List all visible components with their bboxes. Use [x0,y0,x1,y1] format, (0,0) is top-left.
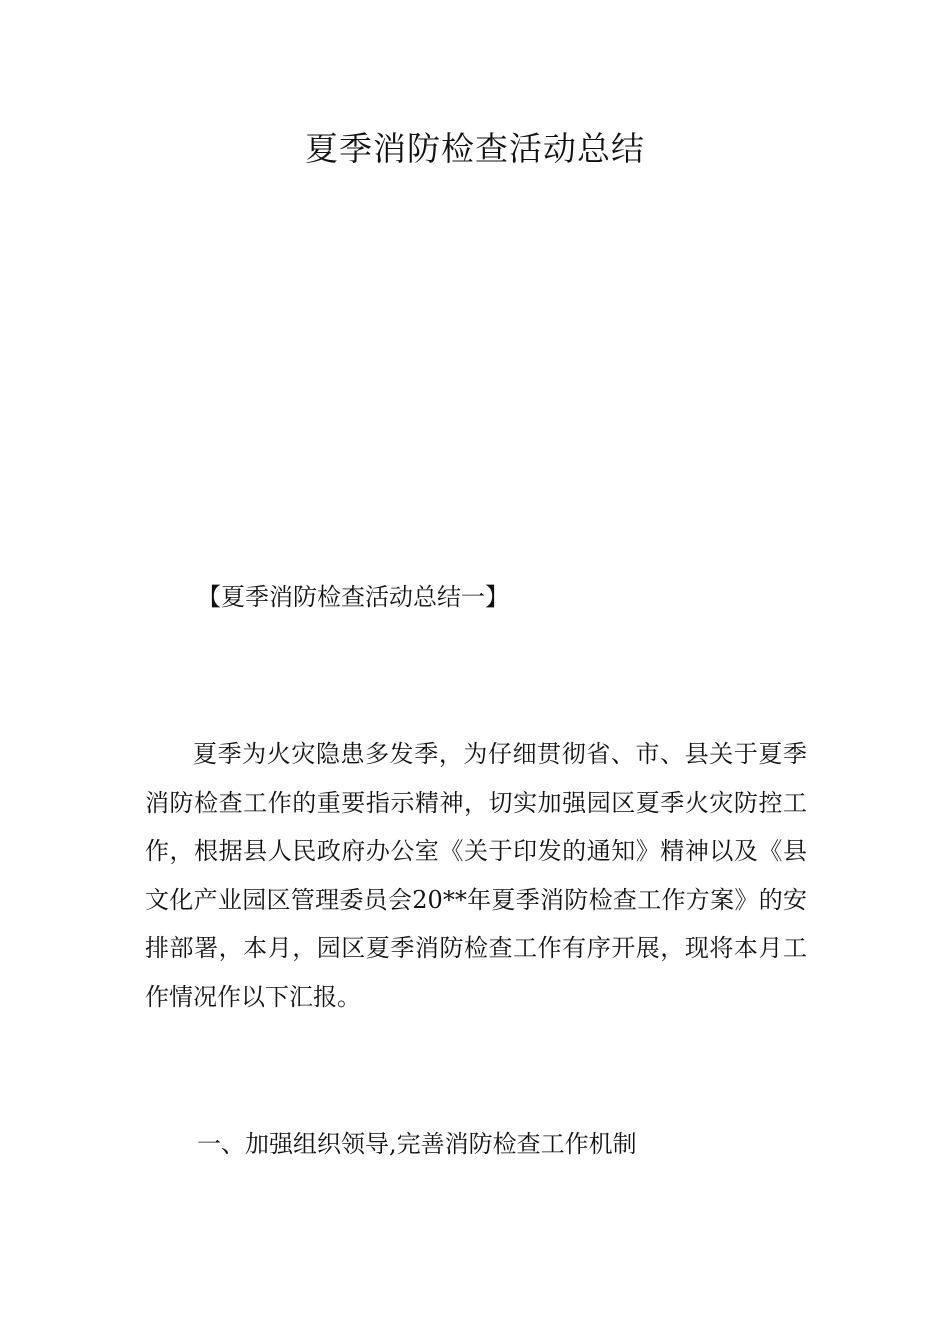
section-heading: 【夏季消防检查活动总结一】 [197,583,509,611]
document-title: 夏季消防检查活动总结 [305,129,645,168]
body-paragraph: 夏季为火灾隐患多发季，为仔细贯彻省、市、县关于夏季消防检查工作的重要指示精神，切实加强园区夏季火灾防控工作，根据县人民政府办公室《关于印发的通知》精神以及《县文化产业园区管理委员会20**年夏季消防检查工作方案》的安排部署，本月，园区夏季消防检查工作有序开展，现将本月工作情况作以下汇报。 [145,740,807,1011]
subheading-organization-leadership: 一、加强组织领导,完善消防检查工作机制 [197,1130,637,1158]
